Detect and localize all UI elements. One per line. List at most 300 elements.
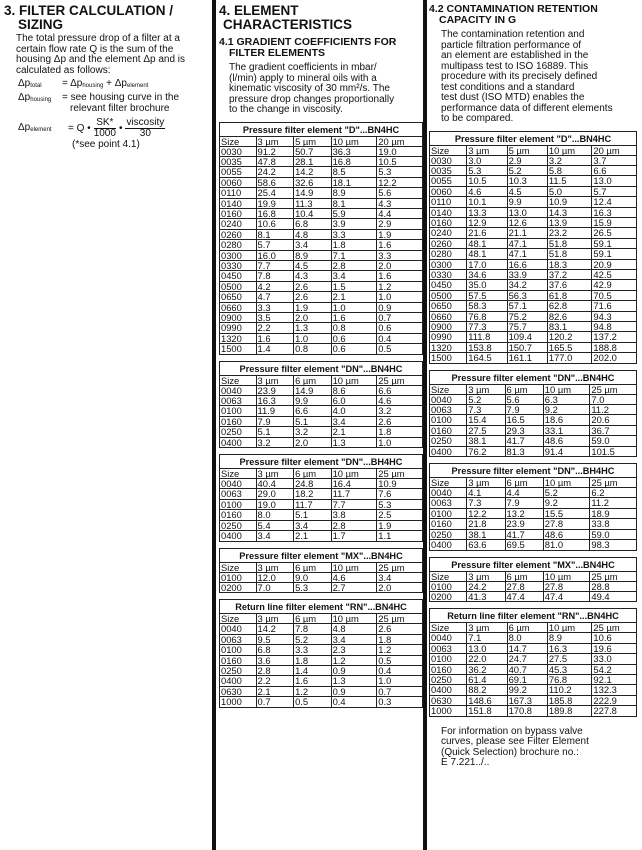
value-cell: 10.5 xyxy=(377,156,423,166)
value-cell: 47.1 xyxy=(507,238,547,248)
value-cell: 91.4 xyxy=(543,446,590,456)
value-cell: 0.5 xyxy=(377,344,423,354)
value-cell: 23.9 xyxy=(505,519,543,529)
value-cell: 3.4 xyxy=(377,572,423,582)
table-row xyxy=(430,633,637,643)
value-cell: 92.1 xyxy=(592,674,637,684)
value-cell: 0.4 xyxy=(331,697,377,707)
value-cell: 1.8 xyxy=(294,655,332,665)
value-cell: 6.3 xyxy=(543,394,590,404)
size-cell: 0040 xyxy=(220,385,257,395)
value-cell: 1.6 xyxy=(377,271,423,281)
value-cell: 0.5 xyxy=(377,655,423,665)
value-cell: 1.0 xyxy=(294,333,332,343)
value-cell: 2.6 xyxy=(377,624,423,634)
table-header-row xyxy=(220,614,423,624)
size-cell: 0040 xyxy=(220,624,257,634)
value-cell: 4.6 xyxy=(331,572,377,582)
value-cell: 5.3 xyxy=(467,165,507,175)
value-cell: 202.0 xyxy=(592,353,637,363)
value-cell: 36.7 xyxy=(590,425,637,435)
value-cell: 37.2 xyxy=(547,269,592,279)
column-header: 6 µm xyxy=(294,614,332,624)
value-cell: 76.8 xyxy=(547,674,592,684)
retention-capacity-tables xyxy=(429,131,637,717)
value-cell: 9.5 xyxy=(256,634,294,644)
value-cell: 132.3 xyxy=(592,685,637,695)
table-row xyxy=(220,177,423,187)
value-cell: 10.4 xyxy=(294,208,332,218)
value-cell: 3.3 xyxy=(377,250,423,260)
value-cell: 69.5 xyxy=(505,540,543,550)
value-cell: 1.2 xyxy=(294,686,332,696)
size-cell: 0063 xyxy=(430,405,467,415)
size-cell: 0063 xyxy=(430,643,467,653)
size-cell: 0260 xyxy=(220,229,257,239)
size-cell: 0400 xyxy=(430,685,467,695)
formula-element: $\Delta p_{element}$ = Q • $\frac{SK*}{1000}$ • $\frac{\text{viscosity}}{30}$ xyxy=(18,117,165,139)
value-cell: 165.5 xyxy=(547,342,592,352)
value-cell: 7.9 xyxy=(256,416,294,426)
size-cell: 0160 xyxy=(220,655,257,665)
value-cell: 12.0 xyxy=(256,572,294,582)
value-cell: 10.9 xyxy=(547,197,592,207)
value-cell: 24.7 xyxy=(507,654,547,664)
size-cell: 0035 xyxy=(220,156,257,166)
size-cell: 0250 xyxy=(430,436,467,446)
value-cell: 13.9 xyxy=(547,217,592,227)
value-cell: 185.8 xyxy=(547,695,592,705)
value-cell: 18.6 xyxy=(543,415,590,425)
value-cell: 222.9 xyxy=(592,695,637,705)
table-row xyxy=(220,697,423,707)
size-cell: 0063 xyxy=(220,489,257,499)
column-header: 6 µm xyxy=(507,623,547,633)
column-header: 5 µm xyxy=(294,136,332,146)
value-cell: 1.9 xyxy=(377,520,423,530)
column-header: 6 µm xyxy=(505,384,543,394)
size-cell: 0260 xyxy=(430,238,467,248)
value-cell: 9.9 xyxy=(294,396,332,406)
size-cell: 1000 xyxy=(220,697,257,707)
size-cell: 0400 xyxy=(220,437,257,447)
value-cell: 1.6 xyxy=(256,333,294,343)
value-cell: 27.5 xyxy=(547,654,592,664)
value-cell: 7.8 xyxy=(256,271,294,281)
size-cell: 0900 xyxy=(430,322,467,332)
size-cell: 0250 xyxy=(220,427,257,437)
section-4-1-heading: 4.1 GRADIENT COEFFICIENTS FOR FILTER ELEMENTS xyxy=(219,36,397,59)
value-cell: 11.5 xyxy=(547,176,592,186)
value-cell: 3.4 xyxy=(331,634,377,644)
column-header: 10 µm xyxy=(543,384,590,394)
value-cell: 1.3 xyxy=(331,437,377,447)
size-cell: 0160 xyxy=(220,510,257,520)
value-cell: 1.7 xyxy=(331,531,377,541)
value-cell: 16.3 xyxy=(256,396,294,406)
table-header-row xyxy=(220,469,423,479)
table-row xyxy=(220,240,423,250)
value-cell: 33.0 xyxy=(592,654,637,664)
value-cell: 16.3 xyxy=(547,643,592,653)
value-cell: 2.1 xyxy=(256,686,294,696)
table-row xyxy=(220,676,423,686)
value-cell: 3.6 xyxy=(256,655,294,665)
size-cell: 0630 xyxy=(430,695,467,705)
data-table xyxy=(429,131,637,364)
value-cell: 2.1 xyxy=(331,427,377,437)
table-row xyxy=(220,146,423,156)
value-cell: 1.4 xyxy=(294,665,332,675)
value-cell: 2.1 xyxy=(331,292,377,302)
size-cell: 0160 xyxy=(220,208,257,218)
value-cell: 48.6 xyxy=(543,436,590,446)
column-header: 10 µm xyxy=(331,375,377,385)
value-cell: 0.9 xyxy=(377,302,423,312)
size-cell: 0330 xyxy=(430,269,467,279)
value-cell: 1.6 xyxy=(331,313,377,323)
data-table xyxy=(219,599,423,707)
value-cell: 54.2 xyxy=(592,664,637,674)
value-cell: 6.8 xyxy=(256,645,294,655)
table-row xyxy=(220,198,423,208)
value-cell: 3.8 xyxy=(331,510,377,520)
value-cell: 1.3 xyxy=(331,676,377,686)
value-cell: 29.3 xyxy=(505,425,543,435)
value-cell: 12.2 xyxy=(377,177,423,187)
table-row xyxy=(430,508,637,518)
table-title: Return line filter element "RN"...BN4HC xyxy=(429,608,637,622)
size-cell: 0400 xyxy=(430,540,467,550)
value-cell: 5.0 xyxy=(547,186,592,196)
value-cell: 5.2 xyxy=(467,394,505,404)
table-row xyxy=(220,582,423,592)
value-cell: 34.2 xyxy=(507,280,547,290)
size-cell: 0100 xyxy=(220,645,257,655)
value-cell: 0.6 xyxy=(331,344,377,354)
value-cell: 3.9 xyxy=(331,219,377,229)
value-cell: 75.2 xyxy=(507,311,547,321)
value-cell: 20.9 xyxy=(592,259,637,269)
size-cell: 1500 xyxy=(220,344,257,354)
table-row xyxy=(220,156,423,166)
size-cell: 0063 xyxy=(220,634,257,644)
table-row xyxy=(430,301,637,311)
value-cell: 0.9 xyxy=(331,665,377,675)
value-cell: 161.1 xyxy=(507,353,547,363)
value-cell: 7.3 xyxy=(467,405,505,415)
size-cell: 0450 xyxy=(220,271,257,281)
value-cell: 12.2 xyxy=(467,508,505,518)
value-cell: 7.7 xyxy=(256,260,294,270)
size-cell: 0240 xyxy=(430,228,467,238)
table-row xyxy=(220,302,423,312)
table-row xyxy=(220,323,423,333)
value-cell: 57.1 xyxy=(507,301,547,311)
value-cell: 5.1 xyxy=(294,510,332,520)
value-cell: 56.3 xyxy=(507,290,547,300)
size-cell: 0250 xyxy=(220,665,257,675)
column-header: 10 µm xyxy=(331,469,377,479)
value-cell: 4.8 xyxy=(294,229,332,239)
table-row xyxy=(430,259,637,269)
value-cell: 14.2 xyxy=(256,624,294,634)
value-cell: 6.2 xyxy=(590,488,637,498)
column-header: Size xyxy=(220,562,257,572)
value-cell: 14.2 xyxy=(294,167,332,177)
column-header: Size xyxy=(220,469,257,479)
value-cell: 51.8 xyxy=(547,249,592,259)
value-cell: 2.0 xyxy=(294,437,332,447)
table-row xyxy=(220,208,423,218)
value-cell: 23.9 xyxy=(256,385,294,395)
value-cell: 24.8 xyxy=(294,479,332,489)
value-cell: 32.6 xyxy=(294,177,332,187)
value-cell: 41.3 xyxy=(467,591,505,601)
gradient-coefficient-tables xyxy=(219,122,423,708)
value-cell: 10.5 xyxy=(467,176,507,186)
table-row xyxy=(430,249,637,259)
table-row xyxy=(430,217,637,227)
value-cell: 45.3 xyxy=(547,664,592,674)
value-cell: 7.8 xyxy=(294,624,332,634)
value-cell: 16.0 xyxy=(256,250,294,260)
section-4-heading: 4. ELEMENT CHARACTERISTICS xyxy=(219,3,353,32)
table-row xyxy=(430,165,637,175)
value-cell: 11.3 xyxy=(294,198,332,208)
section-4-2-intro: The contamination retention and particle filtration performance of an element are established in the multipass test to ISO 16889. This procedure with its precisely defined test conditions and a standard test dust (ISO MTD) enables the performance data of different elements to be compared. xyxy=(441,29,613,124)
table-row xyxy=(430,405,637,415)
table-row xyxy=(220,260,423,270)
value-cell: 10.9 xyxy=(377,479,423,489)
table-row xyxy=(430,674,637,684)
value-cell: 9.0 xyxy=(294,572,332,582)
column-header: 3 µm xyxy=(256,469,294,479)
table-title: Pressure filter element "D"...BN4HC xyxy=(219,122,423,136)
value-cell: 15.4 xyxy=(467,415,505,425)
value-cell: 2.2 xyxy=(256,676,294,686)
column-header: Size xyxy=(430,623,467,633)
table-title: Pressure filter element "MX"...BN4HC xyxy=(429,557,637,571)
value-cell: 1.3 xyxy=(294,323,332,333)
value-cell: 58.6 xyxy=(256,177,294,187)
value-cell: 0.6 xyxy=(331,333,377,343)
value-cell: 59.1 xyxy=(592,249,637,259)
value-cell: 2.1 xyxy=(294,531,332,541)
value-cell: 15.9 xyxy=(592,217,637,227)
table-title: Pressure filter element "DN"...BN4HC xyxy=(429,370,637,384)
value-cell: 13.3 xyxy=(467,207,507,217)
table-header-row xyxy=(430,623,637,633)
value-cell: 13.0 xyxy=(507,207,547,217)
column-header: 10 µm xyxy=(331,136,377,146)
value-cell: 15.5 xyxy=(543,508,590,518)
value-cell: 10.3 xyxy=(507,176,547,186)
table-header-row xyxy=(430,145,637,155)
value-cell: 8.5 xyxy=(331,167,377,177)
value-cell: 14.9 xyxy=(294,188,332,198)
value-cell: 5.1 xyxy=(294,416,332,426)
section-4-1-intro: The gradient coefficients in mbar/ (l/min) apply to mineral oils with a kinematic viscosity of 30 mm²/s. The pressure drop changes proportionally to the change in viscosity. xyxy=(229,62,395,115)
value-cell: 164.5 xyxy=(467,353,507,363)
value-cell: 7.3 xyxy=(467,498,505,508)
table-header-row xyxy=(430,571,637,581)
size-cell: 0100 xyxy=(430,415,467,425)
value-cell: 7.7 xyxy=(331,499,377,509)
value-cell: 4.6 xyxy=(377,396,423,406)
column-header: 25 µm xyxy=(377,469,423,479)
value-cell: 27.8 xyxy=(505,581,543,591)
size-cell: 0063 xyxy=(430,498,467,508)
value-cell: 5.6 xyxy=(377,188,423,198)
value-cell: 0.5 xyxy=(294,697,332,707)
value-cell: 81.3 xyxy=(505,446,543,456)
value-cell: 5.6 xyxy=(505,394,543,404)
column-header: 10 µm xyxy=(547,623,592,633)
size-cell: 0160 xyxy=(430,664,467,674)
table-row xyxy=(220,229,423,239)
value-cell: 48.6 xyxy=(543,529,590,539)
size-cell: 0660 xyxy=(220,302,257,312)
section-3-intro: The total pressure drop of a filter at a certain flow rate Q is the sum of the housing Δp and the element Δp and is calculated as follows: xyxy=(16,33,186,76)
value-cell: 151.8 xyxy=(467,706,507,716)
value-cell: 4.3 xyxy=(294,271,332,281)
size-cell: 0060 xyxy=(220,177,257,187)
value-cell: 2.9 xyxy=(377,219,423,229)
column-header: 25 µm xyxy=(590,384,637,394)
value-cell: 3.4 xyxy=(331,271,377,281)
value-cell: 5.2 xyxy=(543,488,590,498)
value-cell: 2.8 xyxy=(331,520,377,530)
value-cell: 13.0 xyxy=(467,643,507,653)
value-cell: 4.6 xyxy=(467,186,507,196)
column-header: Size xyxy=(220,375,257,385)
column-header: 10 µm xyxy=(543,478,590,488)
value-cell: 22.0 xyxy=(467,654,507,664)
size-cell: 0250 xyxy=(430,674,467,684)
value-cell: 150.7 xyxy=(507,342,547,352)
value-cell: 3.4 xyxy=(331,416,377,426)
value-cell: 48.1 xyxy=(467,238,507,248)
value-cell: 7.6 xyxy=(377,489,423,499)
value-cell: 26.5 xyxy=(592,228,637,238)
column-element-characteristics xyxy=(219,0,423,714)
value-cell: 4.4 xyxy=(505,488,543,498)
table-row xyxy=(430,446,637,456)
column-header: Size xyxy=(430,478,467,488)
value-cell: 2.7 xyxy=(331,582,377,592)
value-cell: 4.7 xyxy=(256,292,294,302)
value-cell: 11.7 xyxy=(331,489,377,499)
value-cell: 0.8 xyxy=(331,323,377,333)
table-row xyxy=(430,695,637,705)
bypass-valve-note: For information on bypass valve curves, please see Filter Element (Quick Selection) brochure no.: E 7.221../.. xyxy=(441,725,589,769)
size-cell: 0250 xyxy=(430,529,467,539)
column-header: 3 µm xyxy=(467,478,505,488)
value-cell: 48.1 xyxy=(467,249,507,259)
table-row xyxy=(220,333,423,343)
value-cell: 33.8 xyxy=(590,519,637,529)
value-cell: 91.2 xyxy=(256,146,294,156)
value-cell: 1.2 xyxy=(377,281,423,291)
value-cell: 2.8 xyxy=(256,665,294,675)
value-cell: 23.2 xyxy=(547,228,592,238)
value-cell: 16.4 xyxy=(331,479,377,489)
value-cell: 2.5 xyxy=(377,510,423,520)
table-row xyxy=(430,176,637,186)
value-cell: 3.0 xyxy=(467,155,507,165)
value-cell: 61.8 xyxy=(547,290,592,300)
value-cell: 5.2 xyxy=(507,165,547,175)
column-header: Size xyxy=(430,145,467,155)
value-cell: 36.2 xyxy=(467,664,507,674)
table-row xyxy=(430,269,637,279)
size-cell: 0500 xyxy=(220,281,257,291)
value-cell: 8.6 xyxy=(331,385,377,395)
value-cell: 11.2 xyxy=(590,498,637,508)
value-cell: 6.0 xyxy=(331,396,377,406)
size-cell: 0330 xyxy=(220,260,257,270)
column-header: 20 µm xyxy=(377,136,423,146)
value-cell: 8.9 xyxy=(331,188,377,198)
size-cell: 1000 xyxy=(430,706,467,716)
size-cell: 0990 xyxy=(220,323,257,333)
size-cell: 0650 xyxy=(220,292,257,302)
size-cell: 0240 xyxy=(220,219,257,229)
value-cell: 21.6 xyxy=(467,228,507,238)
size-cell: 0035 xyxy=(430,165,467,175)
value-cell: 2.6 xyxy=(294,292,332,302)
size-cell: 0100 xyxy=(430,581,467,591)
value-cell: 50.7 xyxy=(294,146,332,156)
column-header: 3 µm xyxy=(467,623,507,633)
value-cell: 8.0 xyxy=(507,633,547,643)
table-row xyxy=(430,415,637,425)
section-3-heading: 3. FILTER CALCULATION / SIZING xyxy=(4,3,173,32)
value-cell: 57.5 xyxy=(467,290,507,300)
value-cell: 47.4 xyxy=(505,591,543,601)
value-cell: 0.7 xyxy=(377,313,423,323)
data-table xyxy=(429,370,637,457)
table-row xyxy=(430,342,637,352)
value-cell: 0.8 xyxy=(294,344,332,354)
size-cell: 0280 xyxy=(220,240,257,250)
value-cell: 28.8 xyxy=(590,581,637,591)
size-cell: 0630 xyxy=(220,686,257,696)
value-cell: 40.7 xyxy=(507,664,547,674)
value-cell: 7.9 xyxy=(505,405,543,415)
column-header: 3 µm xyxy=(256,375,294,385)
size-cell: 0500 xyxy=(430,290,467,300)
table-row xyxy=(220,385,423,395)
data-table xyxy=(429,463,637,550)
column-header: Size xyxy=(220,614,257,624)
value-cell: 188.8 xyxy=(592,342,637,352)
table-row xyxy=(430,540,637,550)
size-cell: 0040 xyxy=(430,488,467,498)
value-cell: 19.0 xyxy=(377,146,423,156)
size-cell: 0300 xyxy=(430,259,467,269)
table-row xyxy=(220,188,423,198)
value-cell: 6.6 xyxy=(377,385,423,395)
value-cell: 1.2 xyxy=(377,645,423,655)
column-header: 3 µm xyxy=(256,614,294,624)
value-cell: 0.3 xyxy=(377,697,423,707)
value-cell: 27.8 xyxy=(543,581,590,591)
value-cell: 61.4 xyxy=(467,674,507,684)
column-header: 25 µm xyxy=(590,571,637,581)
value-cell: 6.6 xyxy=(592,165,637,175)
